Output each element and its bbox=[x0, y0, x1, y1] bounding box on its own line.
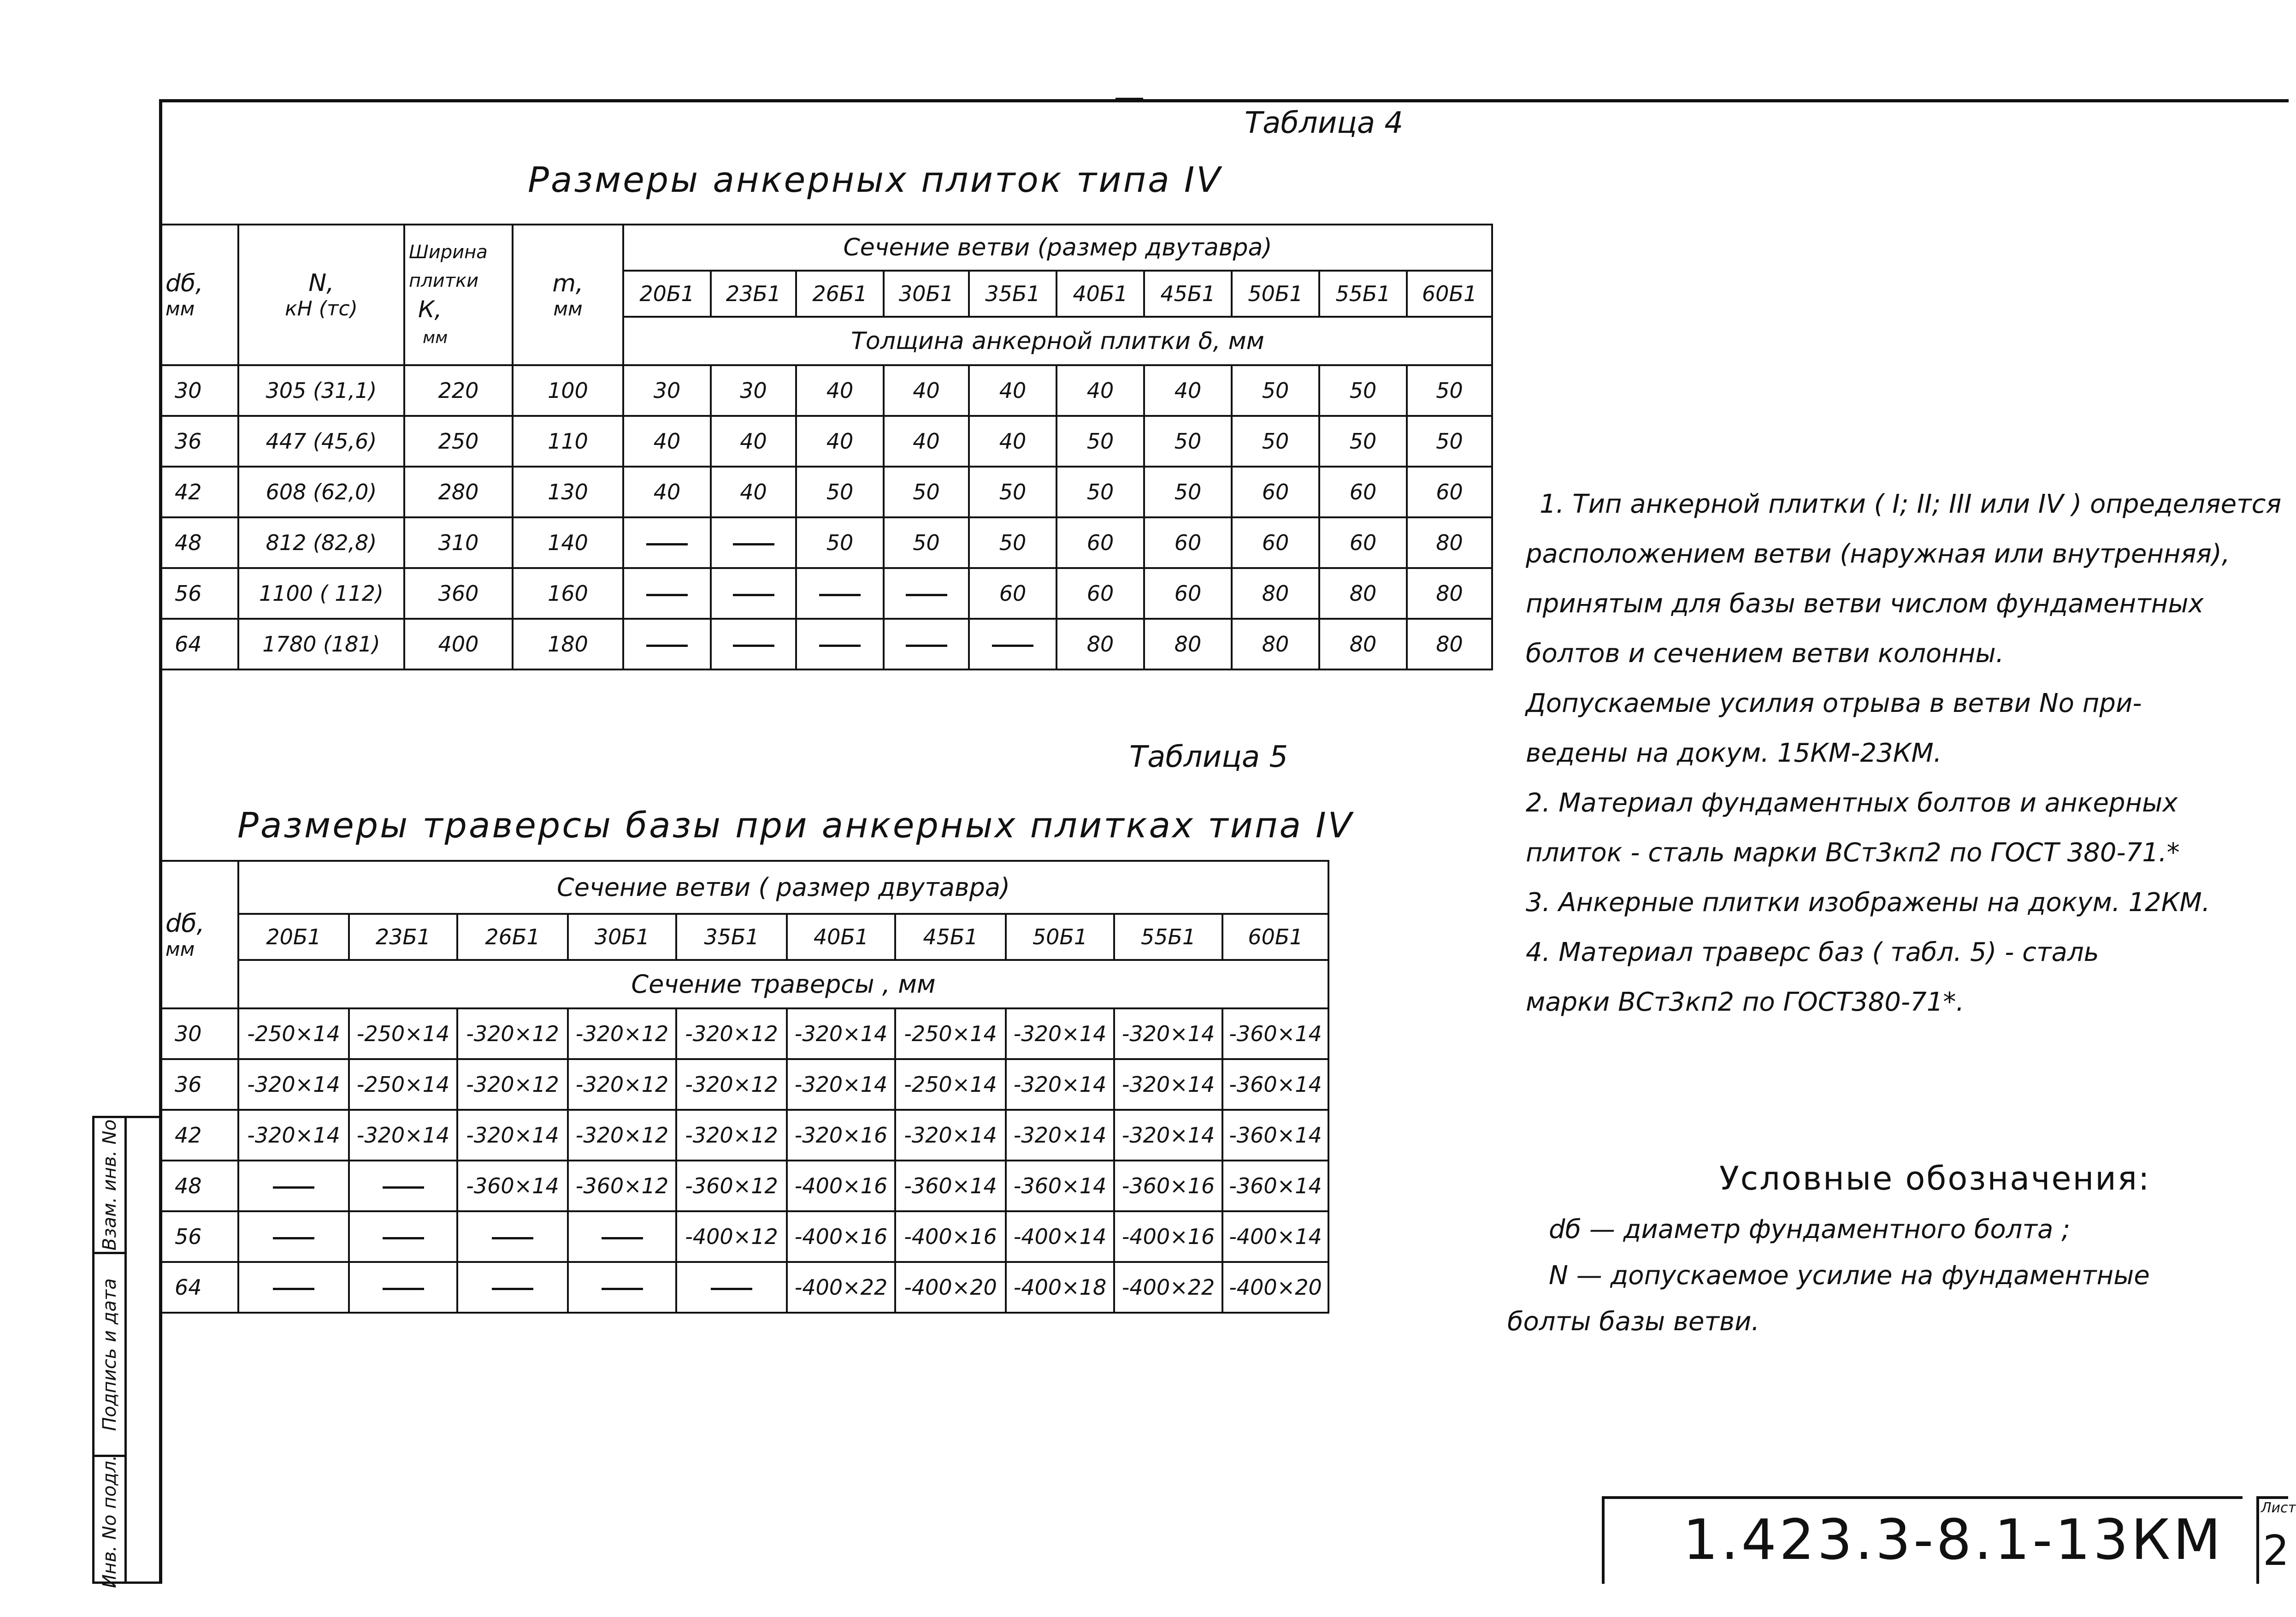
cell-value: 60 bbox=[1232, 517, 1319, 568]
cell-value: 80 bbox=[1407, 517, 1492, 568]
note-line: марки ВСт3кп2 по ГОСТ380-71*. bbox=[1526, 987, 1965, 1017]
cell-value: 60 bbox=[1319, 517, 1407, 568]
cell-value: 50 bbox=[1232, 416, 1319, 467]
cell-d: 56 bbox=[160, 1211, 238, 1262]
t4-section: 20Б1 bbox=[623, 271, 711, 317]
cell-value: -250×14 bbox=[895, 1059, 1006, 1110]
t4-section: 35Б1 bbox=[969, 271, 1057, 317]
cell-value: 30 bbox=[711, 365, 796, 416]
cell-value: -320×12 bbox=[568, 1110, 676, 1161]
cell-value: -360×12 bbox=[676, 1161, 787, 1211]
dash-mark bbox=[383, 1237, 424, 1239]
notes bbox=[1526, 480, 2281, 1027]
legend-line: болты базы ветви. bbox=[1507, 1307, 1760, 1337]
cell-value: 60 bbox=[1057, 517, 1144, 568]
cell-value: -250×14 bbox=[349, 1008, 457, 1059]
stamp-box bbox=[1602, 1496, 2243, 1584]
cell-value: 60 bbox=[1144, 517, 1232, 568]
cell-k: 400 bbox=[404, 619, 513, 669]
t4-section: 30Б1 bbox=[884, 271, 969, 317]
cell-value bbox=[623, 568, 711, 619]
cell-k: 310 bbox=[404, 517, 513, 568]
cell-value: 50 bbox=[796, 467, 884, 517]
cell-d: 30 bbox=[160, 1008, 238, 1059]
t4-body bbox=[160, 365, 1492, 669]
cell-value: -250×14 bbox=[349, 1059, 457, 1110]
table-row bbox=[160, 517, 1492, 568]
cell-n: 1780 (181) bbox=[238, 619, 404, 669]
cell-d: 48 bbox=[160, 517, 238, 568]
t4-section: 55Б1 bbox=[1319, 271, 1407, 317]
cell-d: 36 bbox=[160, 1059, 238, 1110]
cell-value bbox=[568, 1211, 676, 1262]
note-line: 4. Материал траверс баз ( табл. 5) - сталь bbox=[1526, 937, 2099, 967]
table5-caption: Таблица 5 bbox=[1129, 740, 1288, 774]
cell-value: -400×12 bbox=[676, 1211, 787, 1262]
cell-n: 608 (62,0) bbox=[238, 467, 404, 517]
cell-value: 80 bbox=[1232, 568, 1319, 619]
cell-value: 40 bbox=[969, 416, 1057, 467]
t5-section: 23Б1 bbox=[349, 914, 457, 960]
cell-value: 40 bbox=[1144, 365, 1232, 416]
cell-value: -320×12 bbox=[676, 1110, 787, 1161]
cell-value: 40 bbox=[711, 416, 796, 467]
cell-value: 40 bbox=[796, 416, 884, 467]
cell-value bbox=[623, 619, 711, 669]
cell-n: 305 (31,1) bbox=[238, 365, 404, 416]
cell-m: 180 bbox=[513, 619, 623, 669]
cell-value: 40 bbox=[884, 416, 969, 467]
sheet-label: Лист bbox=[2261, 1500, 2296, 1516]
t4-n-header: N, кН (тс) bbox=[238, 225, 404, 365]
note-line: Допускаемые усилия отрыва в ветви No при- bbox=[1526, 688, 2142, 718]
table-row bbox=[160, 1059, 1328, 1110]
cell-value: -250×14 bbox=[895, 1008, 1006, 1059]
cell-value: 40 bbox=[711, 467, 796, 517]
cell-value: 40 bbox=[1057, 365, 1144, 416]
cell-value: 60 bbox=[1144, 568, 1232, 619]
t5-section: 45Б1 bbox=[895, 914, 1006, 960]
cell-value: -400×22 bbox=[1114, 1262, 1222, 1313]
cell-value: 80 bbox=[1407, 568, 1492, 619]
side-cell-replacement bbox=[94, 1118, 124, 1252]
cell-value: -320×14 bbox=[238, 1110, 349, 1161]
note-line: 2. Материал фундаментных болтов и анкерных bbox=[1526, 788, 2178, 818]
side-cell-signature bbox=[94, 1252, 124, 1455]
dash-mark bbox=[906, 645, 947, 647]
cell-value: 40 bbox=[969, 365, 1057, 416]
cell-value: 40 bbox=[623, 416, 711, 467]
t4-section: 26Б1 bbox=[796, 271, 884, 317]
cell-value: -400×14 bbox=[1006, 1211, 1114, 1262]
cell-d: 48 bbox=[160, 1161, 238, 1211]
cell-value: -320×12 bbox=[676, 1059, 787, 1110]
cell-value: -320×14 bbox=[895, 1110, 1006, 1161]
side-label: Подпись и дата bbox=[99, 1278, 120, 1431]
dash-mark bbox=[906, 594, 947, 596]
dash-mark bbox=[819, 645, 861, 647]
cell-d: 42 bbox=[160, 467, 238, 517]
cell-value: -400×18 bbox=[1006, 1262, 1114, 1313]
dash-mark bbox=[492, 1288, 533, 1290]
cell-value: -360×14 bbox=[457, 1161, 568, 1211]
cell-value bbox=[884, 619, 969, 669]
cell-value: -360×14 bbox=[1222, 1008, 1328, 1059]
dash-mark bbox=[383, 1288, 424, 1290]
t4-k-header: Ширина плитки К, мм bbox=[404, 225, 513, 365]
cell-value bbox=[711, 568, 796, 619]
cell-d: 30 bbox=[160, 365, 238, 416]
note-line: принятым для базы ветви числом фундаментных bbox=[1526, 589, 2204, 619]
cell-d: 42 bbox=[160, 1110, 238, 1161]
cell-value: 50 bbox=[1057, 467, 1144, 517]
note-line: 1. Тип анкерной плитки ( I; II; III или IV ) определяется bbox=[1540, 489, 2282, 519]
t4-m-header: m, мм bbox=[513, 225, 623, 365]
cell-value: -320×14 bbox=[1006, 1110, 1114, 1161]
cell-value: 50 bbox=[1319, 365, 1407, 416]
cell-k: 220 bbox=[404, 365, 513, 416]
table5-title: Размеры траверсы базы при анкерных плитках типа IV bbox=[237, 805, 1354, 846]
cell-value: -320×14 bbox=[1006, 1008, 1114, 1059]
cell-value: -400×14 bbox=[1222, 1211, 1328, 1262]
cell-value bbox=[457, 1211, 568, 1262]
cell-value: -320×14 bbox=[1114, 1110, 1222, 1161]
cell-value: -320×12 bbox=[568, 1008, 676, 1059]
cell-value: -320×14 bbox=[349, 1110, 457, 1161]
cell-value: -320×14 bbox=[787, 1059, 895, 1110]
legend-line: dб — диаметр фундаментного болта ; bbox=[1549, 1214, 2070, 1244]
dash-mark bbox=[992, 645, 1033, 647]
cell-value: -400×20 bbox=[1222, 1262, 1328, 1313]
dash-mark bbox=[273, 1288, 314, 1290]
cell-value: 50 bbox=[1319, 416, 1407, 467]
cell-value: -320×12 bbox=[568, 1059, 676, 1110]
cell-value: -360×14 bbox=[1222, 1059, 1328, 1110]
cell-value: -320×16 bbox=[787, 1110, 895, 1161]
cell-m: 110 bbox=[513, 416, 623, 467]
cell-value bbox=[238, 1211, 349, 1262]
cell-value: -320×14 bbox=[457, 1110, 568, 1161]
cell-value: 50 bbox=[1144, 467, 1232, 517]
dash-mark bbox=[646, 594, 688, 596]
t4-section: 23Б1 bbox=[711, 271, 796, 317]
side-strip bbox=[127, 1116, 159, 1584]
dash-mark bbox=[273, 1237, 314, 1239]
cell-value bbox=[711, 517, 796, 568]
cell-value: 50 bbox=[1057, 416, 1144, 467]
cell-value: 60 bbox=[969, 568, 1057, 619]
dash-mark bbox=[733, 543, 774, 545]
cell-value: -400×22 bbox=[787, 1262, 895, 1313]
cell-value: -320×14 bbox=[787, 1008, 895, 1059]
table-row bbox=[160, 467, 1492, 517]
cell-value bbox=[623, 517, 711, 568]
cell-value: -360×14 bbox=[1222, 1110, 1328, 1161]
table4 bbox=[159, 224, 1493, 670]
t4-section: 50Б1 bbox=[1232, 271, 1319, 317]
t4-section-title: Сечение ветви (размер двутавра) bbox=[623, 225, 1492, 271]
t5-section: 55Б1 bbox=[1114, 914, 1222, 960]
t5-section-row bbox=[160, 914, 1328, 960]
legend-line: N — допускаемое усилие на фундаментные bbox=[1549, 1261, 2150, 1291]
cell-value: 50 bbox=[1407, 416, 1492, 467]
dash-mark bbox=[646, 645, 688, 647]
t5-d-header: dб, мм bbox=[160, 861, 238, 1008]
cell-k: 250 bbox=[404, 416, 513, 467]
cell-value: 50 bbox=[969, 467, 1057, 517]
cell-k: 280 bbox=[404, 467, 513, 517]
table-row bbox=[160, 416, 1492, 467]
cell-n: 812 (82,8) bbox=[238, 517, 404, 568]
cell-value bbox=[568, 1262, 676, 1313]
note-line: расположением ветви (наружная или внутренняя), bbox=[1526, 539, 2230, 569]
cell-value: 40 bbox=[623, 467, 711, 517]
cell-value: -400×16 bbox=[1114, 1211, 1222, 1262]
table5 bbox=[159, 860, 1329, 1314]
t5-section: 30Б1 bbox=[568, 914, 676, 960]
cell-n: 1100 ( 112) bbox=[238, 568, 404, 619]
cell-value: -320×14 bbox=[238, 1059, 349, 1110]
note-line: ведены на докум. 15КМ-23КМ. bbox=[1526, 738, 1942, 768]
cell-value: -320×14 bbox=[1114, 1008, 1222, 1059]
t5-traverse-title: Сечение траверсы , мм bbox=[238, 960, 1328, 1008]
cell-value bbox=[238, 1161, 349, 1211]
cell-value bbox=[711, 619, 796, 669]
dash-mark bbox=[711, 1288, 752, 1290]
cell-value: 80 bbox=[1144, 619, 1232, 669]
t4-section: 45Б1 bbox=[1144, 271, 1232, 317]
t5-section: 35Б1 bbox=[676, 914, 787, 960]
t5-body bbox=[160, 1008, 1328, 1313]
cell-value: 60 bbox=[1232, 467, 1319, 517]
cell-value: -360×14 bbox=[895, 1161, 1006, 1211]
table-row bbox=[160, 1110, 1328, 1161]
table-row bbox=[160, 619, 1492, 669]
legend bbox=[1507, 1160, 2150, 1345]
cell-m: 100 bbox=[513, 365, 623, 416]
sheet-box bbox=[2256, 1496, 2296, 1584]
cell-value: -400×16 bbox=[787, 1211, 895, 1262]
t5-section: 26Б1 bbox=[457, 914, 568, 960]
note-line: болтов и сечением ветви колонны. bbox=[1526, 639, 2004, 669]
t5-section-title: Сечение ветви ( размер двутавра) bbox=[238, 861, 1328, 914]
cell-value: 50 bbox=[884, 517, 969, 568]
t4-section: 40Б1 bbox=[1057, 271, 1144, 317]
note-line: плиток - сталь марки ВСт3кп2 по ГОСТ 380-71.* bbox=[1526, 838, 2180, 868]
table4-caption: Таблица 4 bbox=[1245, 106, 1404, 140]
cell-value bbox=[796, 568, 884, 619]
cell-value: 80 bbox=[1232, 619, 1319, 669]
t4-d-header: dб, мм bbox=[160, 225, 238, 365]
cell-value: 60 bbox=[1057, 568, 1144, 619]
cell-value: 50 bbox=[1407, 365, 1492, 416]
t4-section: 60Б1 bbox=[1407, 271, 1492, 317]
t5-section: 20Б1 bbox=[238, 914, 349, 960]
cell-value: 50 bbox=[1232, 365, 1319, 416]
cell-value: -360×14 bbox=[1006, 1161, 1114, 1211]
cell-m: 160 bbox=[513, 568, 623, 619]
cell-value: -320×14 bbox=[1006, 1059, 1114, 1110]
cell-value bbox=[676, 1262, 787, 1313]
table-row bbox=[160, 1262, 1328, 1313]
note-line: 3. Анкерные плитки изображены на докум. 12КМ. bbox=[1526, 888, 2210, 918]
cell-value: 60 bbox=[1319, 467, 1407, 517]
cell-value bbox=[969, 619, 1057, 669]
t5-section: 60Б1 bbox=[1222, 914, 1328, 960]
cell-value: -400×16 bbox=[895, 1211, 1006, 1262]
cell-value bbox=[457, 1262, 568, 1313]
frame-top-mark bbox=[1116, 98, 1143, 100]
dash-mark bbox=[733, 645, 774, 647]
legend-title: Условные обозначения: bbox=[1719, 1160, 2151, 1197]
table-row bbox=[160, 365, 1492, 416]
dash-mark bbox=[733, 594, 774, 596]
cell-value: -250×14 bbox=[238, 1008, 349, 1059]
side-label: Взам. инв. No bbox=[99, 1119, 120, 1251]
dash-mark bbox=[602, 1237, 643, 1239]
cell-value: 80 bbox=[1407, 619, 1492, 669]
cell-value bbox=[349, 1161, 457, 1211]
cell-value bbox=[796, 619, 884, 669]
cell-k: 360 bbox=[404, 568, 513, 619]
cell-value: -320×12 bbox=[676, 1008, 787, 1059]
cell-value: 50 bbox=[884, 467, 969, 517]
cell-value: 80 bbox=[1319, 568, 1407, 619]
dash-mark bbox=[602, 1288, 643, 1290]
cell-value: 40 bbox=[884, 365, 969, 416]
t4-thickness-title: Толщина анкерной плитки δ, мм bbox=[623, 317, 1492, 365]
cell-value: 60 bbox=[1407, 467, 1492, 517]
cell-value: 50 bbox=[969, 517, 1057, 568]
table-row bbox=[160, 1161, 1328, 1211]
cell-value: 50 bbox=[1144, 416, 1232, 467]
table-row bbox=[160, 1211, 1328, 1262]
t5-section: 50Б1 bbox=[1006, 914, 1114, 960]
cell-value: -320×14 bbox=[1114, 1059, 1222, 1110]
cell-d: 56 bbox=[160, 568, 238, 619]
dash-mark bbox=[819, 594, 861, 596]
cell-value: -360×12 bbox=[568, 1161, 676, 1211]
cell-value: 80 bbox=[1319, 619, 1407, 669]
cell-value: -400×16 bbox=[787, 1161, 895, 1211]
cell-m: 140 bbox=[513, 517, 623, 568]
table-row bbox=[160, 568, 1492, 619]
cell-value bbox=[238, 1262, 349, 1313]
cell-d: 64 bbox=[160, 1262, 238, 1313]
cell-d: 64 bbox=[160, 619, 238, 669]
table4-title: Размеры анкерных плиток типа IV bbox=[528, 159, 1222, 200]
cell-value: -400×20 bbox=[895, 1262, 1006, 1313]
cell-value bbox=[349, 1211, 457, 1262]
cell-value: 80 bbox=[1057, 619, 1144, 669]
dash-mark bbox=[273, 1186, 314, 1189]
cell-value: -360×16 bbox=[1114, 1161, 1222, 1211]
t5-section: 40Б1 bbox=[787, 914, 895, 960]
cell-value: -360×14 bbox=[1222, 1161, 1328, 1211]
cell-value bbox=[884, 568, 969, 619]
cell-value: -320×12 bbox=[457, 1008, 568, 1059]
cell-m: 130 bbox=[513, 467, 623, 517]
cell-d: 36 bbox=[160, 416, 238, 467]
cell-value: 50 bbox=[796, 517, 884, 568]
cell-n: 447 (45,6) bbox=[238, 416, 404, 467]
side-cell-inventory bbox=[94, 1455, 124, 1586]
side-label: Инв. No подл. bbox=[99, 1455, 120, 1588]
table-row bbox=[160, 1008, 1328, 1059]
document-code: 1.423.3-8.1-13КМ bbox=[1683, 1508, 2224, 1572]
dash-mark bbox=[383, 1186, 424, 1189]
cell-value: 30 bbox=[623, 365, 711, 416]
dash-mark bbox=[492, 1237, 533, 1239]
cell-value: 40 bbox=[796, 365, 884, 416]
side-stamp bbox=[92, 1116, 127, 1588]
cell-value: -320×12 bbox=[457, 1059, 568, 1110]
dash-mark bbox=[646, 543, 688, 545]
cell-value bbox=[349, 1262, 457, 1313]
sheet-number: 2 bbox=[2263, 1527, 2290, 1575]
